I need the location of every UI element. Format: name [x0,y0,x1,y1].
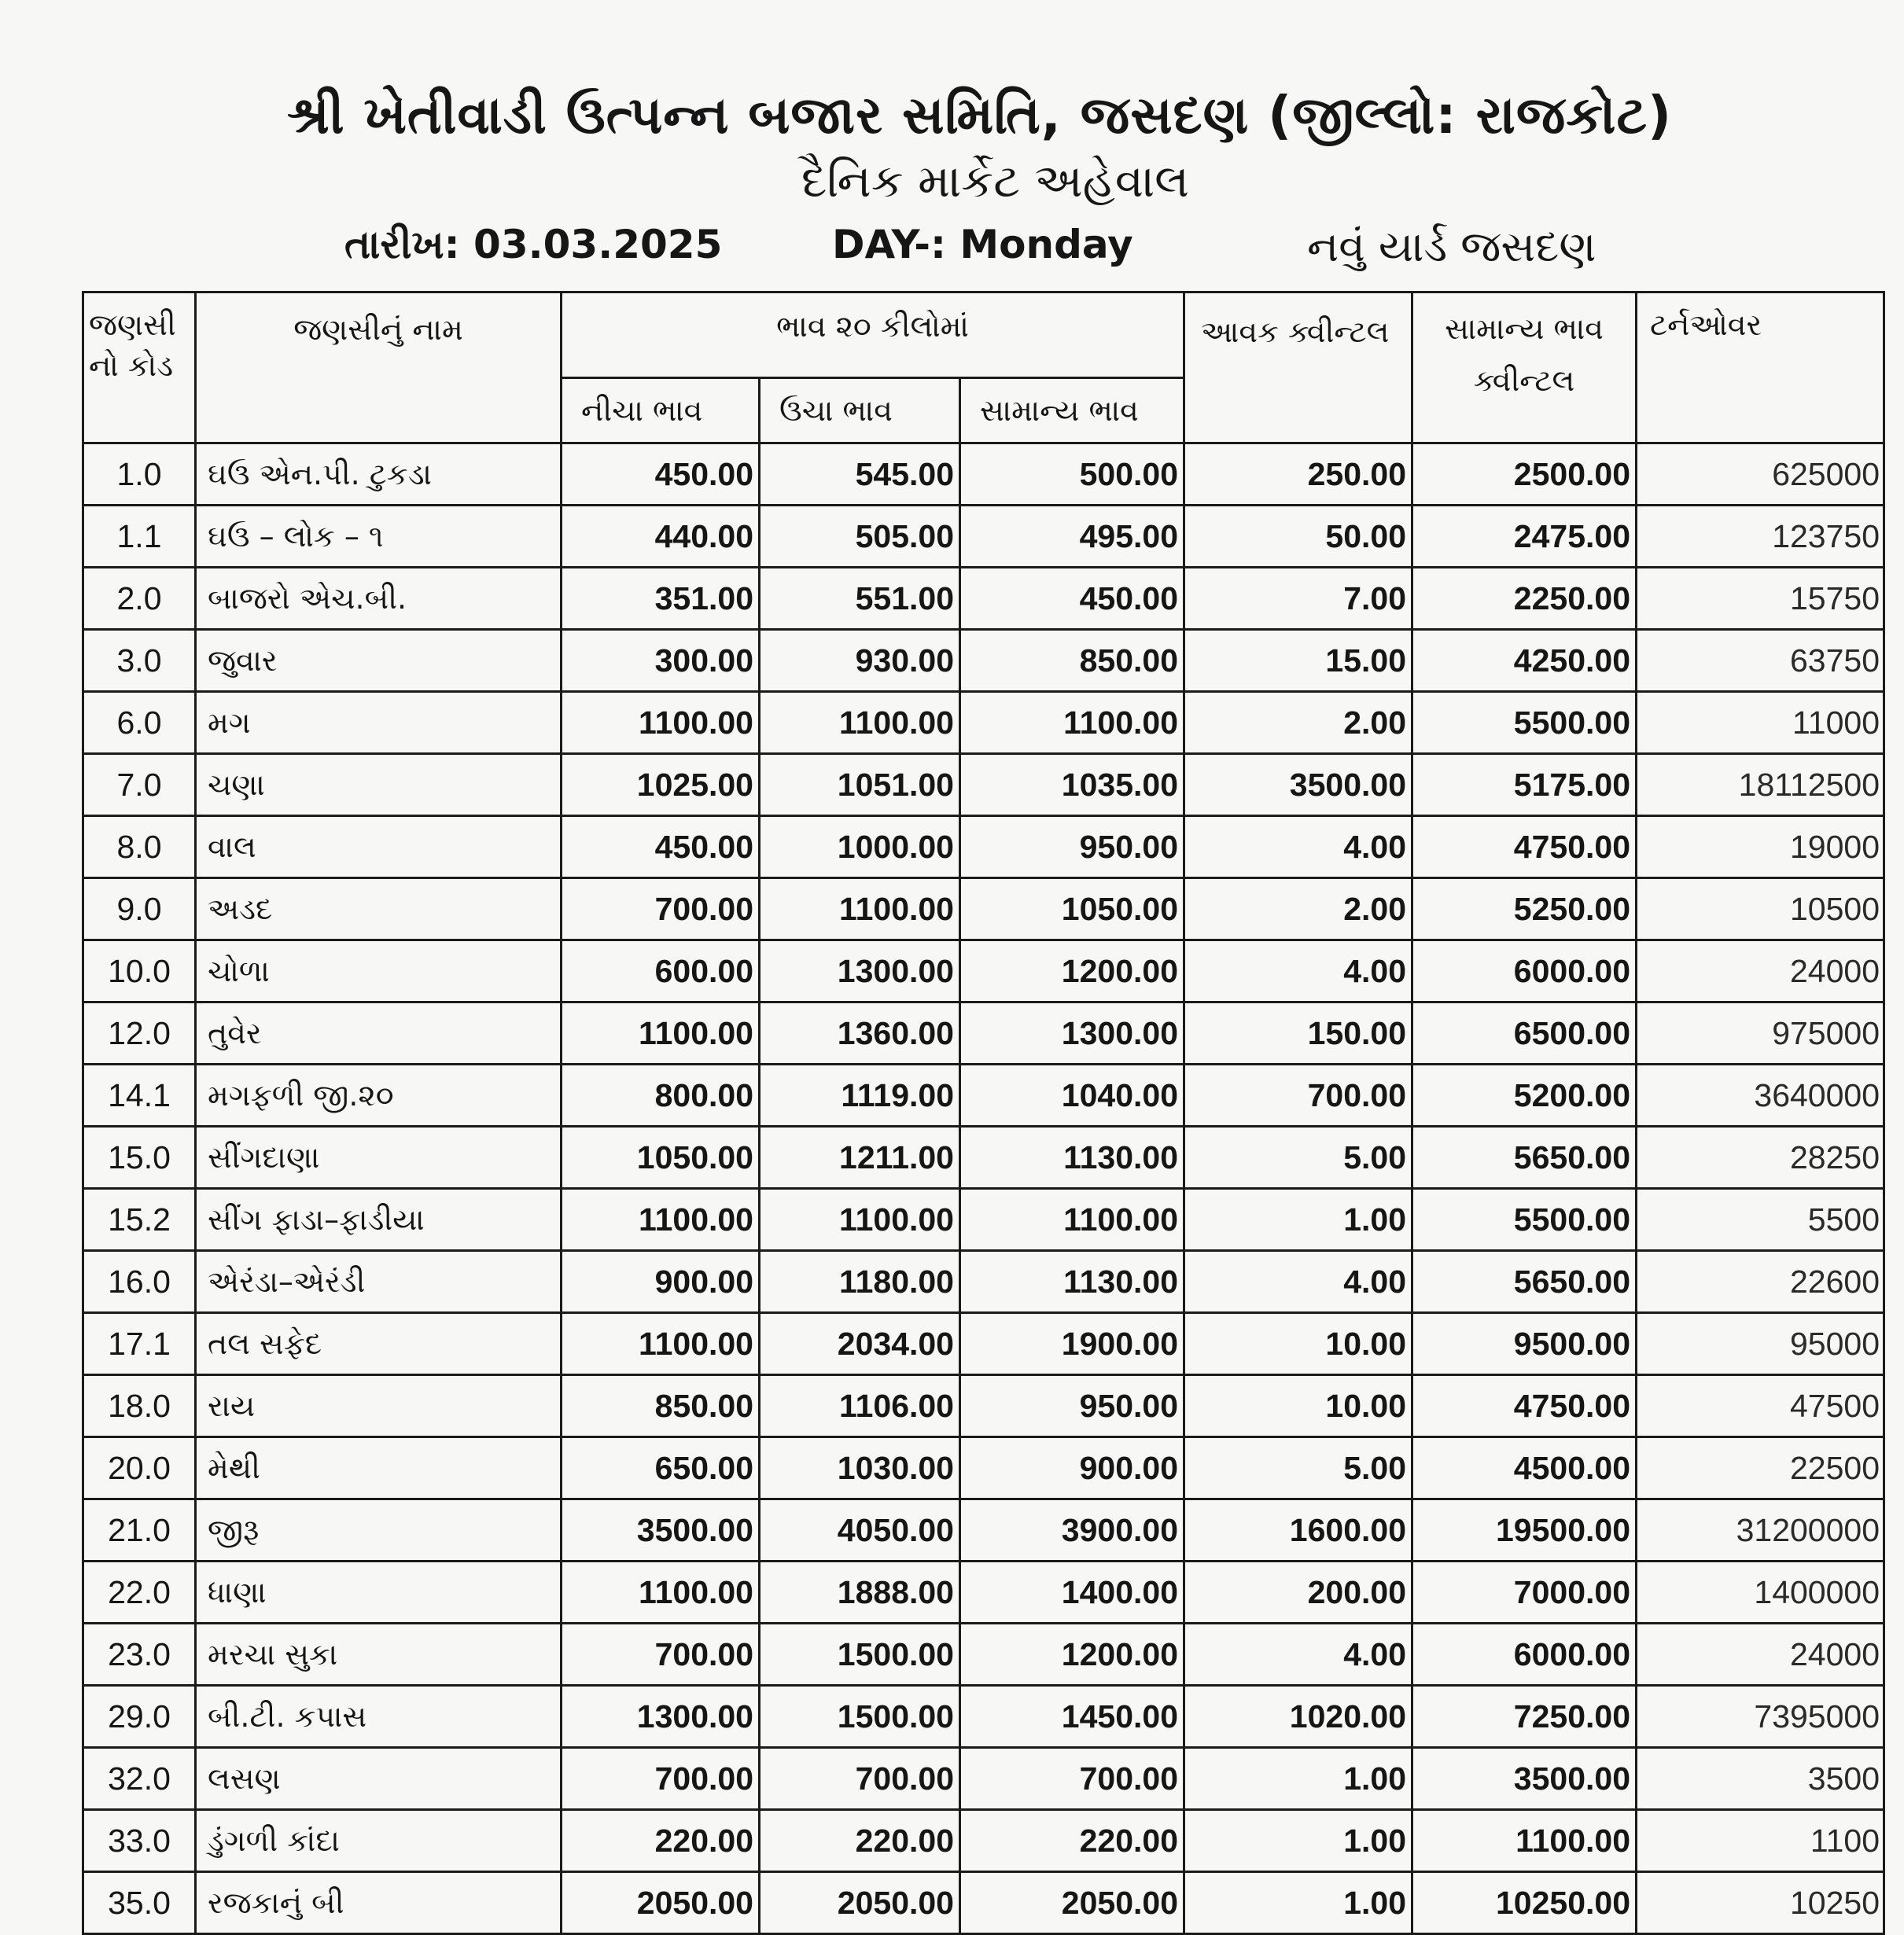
cell-modal-price: 450.00 [960,568,1184,630]
cell-high-price: 1106.00 [760,1375,960,1437]
cell-code: 10.0 [83,940,196,1002]
table-row [83,1313,1884,1375]
cell-high-price: 4050.00 [760,1499,960,1562]
cell-arrival: 250.00 [1184,443,1412,506]
table-row [83,1127,1884,1189]
cell-code: 8.0 [83,816,196,878]
cell-turnover: 1400000 [1637,1562,1884,1624]
table-row [83,1872,1884,1934]
cell-low-price: 650.00 [562,1437,760,1499]
cell-low-price: 450.00 [562,816,760,878]
cell-name: ઘઉ એન.પી. ટુકડા [196,443,562,506]
table-row [83,443,1884,506]
cell-arrival: 2.00 [1184,878,1412,940]
cell-code: 22.0 [83,1562,196,1624]
cell-code: 33.0 [83,1810,196,1872]
cell-high-price: 1000.00 [760,816,960,878]
cell-arrival: 1600.00 [1184,1499,1412,1562]
cell-modal-price-quintal: 2475.00 [1412,506,1637,568]
cell-modal-price-quintal: 5650.00 [1412,1127,1637,1189]
cell-high-price: 1360.00 [760,1002,960,1065]
cell-modal-price-quintal: 4750.00 [1412,816,1637,878]
header-price-per-20kg: ભાવ ૨૦ કીલોમાં [562,292,1184,378]
cell-modal-price-quintal: 5500.00 [1412,692,1637,754]
cell-low-price: 850.00 [562,1375,760,1437]
cell-turnover: 11000 [1637,692,1884,754]
table-row [83,940,1884,1002]
cell-modal-price-quintal: 7000.00 [1412,1562,1637,1624]
cell-modal-price: 1130.00 [960,1127,1184,1189]
cell-code: 15.0 [83,1127,196,1189]
cell-turnover: 47500 [1637,1375,1884,1437]
cell-modal-price: 900.00 [960,1437,1184,1499]
cell-modal-price: 850.00 [960,630,1184,692]
cell-code: 16.0 [83,1251,196,1313]
cell-name: મગફળી જી.૨૦ [196,1065,562,1127]
table-row [83,816,1884,878]
cell-turnover: 3500 [1637,1748,1884,1810]
report-day: DAY-: Monday [832,222,1133,267]
table-row [83,1065,1884,1127]
cell-turnover: 15750 [1637,568,1884,630]
cell-turnover: 24000 [1637,1624,1884,1686]
cell-modal-price: 1400.00 [960,1562,1184,1624]
cell-turnover: 1100 [1637,1810,1884,1872]
cell-high-price: 1030.00 [760,1437,960,1499]
cell-code: 1.0 [83,443,196,506]
cell-modal-price-quintal: 4250.00 [1412,630,1637,692]
cell-arrival: 150.00 [1184,1002,1412,1065]
cell-high-price: 220.00 [760,1810,960,1872]
cell-name: સીંગ ફાડા–ફાડીયા [196,1189,562,1251]
cell-arrival: 4.00 [1184,940,1412,1002]
header-commodity-name: જણસીનું નામ [196,292,562,443]
cell-high-price: 1051.00 [760,754,960,816]
cell-turnover: 10250 [1637,1872,1884,1934]
cell-code: 3.0 [83,630,196,692]
cell-turnover: 22500 [1637,1437,1884,1499]
cell-high-price: 1888.00 [760,1562,960,1624]
cell-low-price: 700.00 [562,1748,760,1810]
cell-turnover: 5500 [1637,1189,1884,1251]
cell-high-price: 505.00 [760,506,960,568]
cell-code: 29.0 [83,1686,196,1748]
cell-modal-price: 1900.00 [960,1313,1184,1375]
cell-modal-price-quintal: 6500.00 [1412,1002,1637,1065]
cell-modal-price-quintal: 5175.00 [1412,754,1637,816]
cell-low-price: 1025.00 [562,754,760,816]
cell-turnover: 18112500 [1637,754,1884,816]
cell-modal-price-quintal: 7250.00 [1412,1686,1637,1748]
cell-low-price: 1100.00 [562,1313,760,1375]
cell-turnover: 22600 [1637,1251,1884,1313]
table-row [83,630,1884,692]
cell-turnover: 3640000 [1637,1065,1884,1127]
table-row [83,1251,1884,1313]
cell-modal-price: 950.00 [960,816,1184,878]
table-row [83,1748,1884,1810]
cell-low-price: 900.00 [562,1251,760,1313]
header-modal-price-quintal: સામાન્ય ભાવ ક્વીન્ટલ [1412,292,1637,443]
cell-high-price: 545.00 [760,443,960,506]
cell-name: રજકાનું બી [196,1872,562,1934]
cell-name: ધાણા [196,1562,562,1624]
table-body [83,443,1884,1934]
cell-low-price: 300.00 [562,630,760,692]
cell-low-price: 700.00 [562,878,760,940]
cell-modal-price: 1300.00 [960,1002,1184,1065]
cell-turnover: 63750 [1637,630,1884,692]
cell-modal-price-quintal: 2500.00 [1412,443,1637,506]
cell-code: 9.0 [83,878,196,940]
cell-name: મરચા સુકા [196,1624,562,1686]
cell-arrival: 2.00 [1184,692,1412,754]
cell-name: લસણ [196,1748,562,1810]
table-row [83,1810,1884,1872]
cell-modal-price: 700.00 [960,1748,1184,1810]
cell-code: 17.1 [83,1313,196,1375]
cell-arrival: 1020.00 [1184,1686,1412,1748]
cell-modal-price-quintal: 6000.00 [1412,940,1637,1002]
cell-arrival: 10.00 [1184,1375,1412,1437]
cell-arrival: 50.00 [1184,506,1412,568]
table-row [83,1189,1884,1251]
cell-code: 6.0 [83,692,196,754]
cell-arrival: 7.00 [1184,568,1412,630]
cell-low-price: 1100.00 [562,692,760,754]
table-row [83,692,1884,754]
cell-turnover: 28250 [1637,1127,1884,1189]
cell-arrival: 4.00 [1184,1251,1412,1313]
cell-low-price: 2050.00 [562,1872,760,1934]
cell-high-price: 1100.00 [760,878,960,940]
cell-modal-price: 1040.00 [960,1065,1184,1127]
table-row [83,1624,1884,1686]
cell-arrival: 3500.00 [1184,754,1412,816]
cell-turnover: 10500 [1637,878,1884,940]
cell-turnover: 123750 [1637,506,1884,568]
cell-name: ડુંગળી કાંદા [196,1810,562,1872]
report-subtitle: દૈનિક માર્કેટ અહેવાલ [801,154,1190,208]
cell-code: 18.0 [83,1375,196,1437]
cell-name: તલ સફેદ [196,1313,562,1375]
cell-turnover: 7395000 [1637,1686,1884,1748]
cell-modal-price: 1130.00 [960,1251,1184,1313]
cell-modal-price-quintal: 19500.00 [1412,1499,1637,1562]
cell-modal-price: 495.00 [960,506,1184,568]
cell-low-price: 351.00 [562,568,760,630]
cell-modal-price: 3900.00 [960,1499,1184,1562]
cell-low-price: 800.00 [562,1065,760,1127]
cell-code: 12.0 [83,1002,196,1065]
header-modal-price: સામાન્ય ભાવ [960,378,1184,443]
cell-low-price: 440.00 [562,506,760,568]
table-row [83,1002,1884,1065]
cell-high-price: 1100.00 [760,692,960,754]
cell-arrival: 700.00 [1184,1065,1412,1127]
cell-low-price: 450.00 [562,443,760,506]
cell-name: મગ [196,692,562,754]
header-arrival-quintal: આવક ક્વીન્ટલ [1184,292,1412,443]
cell-modal-price: 1035.00 [960,754,1184,816]
cell-low-price: 220.00 [562,1810,760,1872]
cell-high-price: 1500.00 [760,1624,960,1686]
cell-modal-price: 2050.00 [960,1872,1184,1934]
cell-code: 7.0 [83,754,196,816]
cell-high-price: 1100.00 [760,1189,960,1251]
cell-modal-price: 950.00 [960,1375,1184,1437]
cell-turnover: 95000 [1637,1313,1884,1375]
cell-modal-price: 1050.00 [960,878,1184,940]
cell-code: 15.2 [83,1189,196,1251]
table-row [83,1437,1884,1499]
cell-low-price: 1300.00 [562,1686,760,1748]
cell-arrival: 1.00 [1184,1872,1412,1934]
cell-low-price: 1100.00 [562,1189,760,1251]
cell-name: ઘઉ – લોક – ૧ [196,506,562,568]
table-row [83,878,1884,940]
header-turnover: ટર્નઓવર [1637,292,1884,443]
table-row [83,1499,1884,1562]
cell-high-price: 1119.00 [760,1065,960,1127]
cell-low-price: 1100.00 [562,1562,760,1624]
cell-low-price: 700.00 [562,1624,760,1686]
cell-turnover: 31200000 [1637,1499,1884,1562]
cell-arrival: 1.00 [1184,1748,1412,1810]
cell-arrival: 10.00 [1184,1313,1412,1375]
cell-turnover: 625000 [1637,443,1884,506]
cell-high-price: 930.00 [760,630,960,692]
table-row [83,1686,1884,1748]
market-price-table [82,291,1885,1935]
cell-code: 14.1 [83,1065,196,1127]
cell-name: ચણા [196,754,562,816]
cell-turnover: 975000 [1637,1002,1884,1065]
cell-modal-price: 1100.00 [960,692,1184,754]
table-row [83,568,1884,630]
cell-modal-price-quintal: 5250.00 [1412,878,1637,940]
cell-high-price: 551.00 [760,568,960,630]
header-low-price: નીચા ભાવ [562,378,760,443]
cell-high-price: 700.00 [760,1748,960,1810]
cell-modal-price-quintal: 10250.00 [1412,1872,1637,1934]
cell-modal-price: 1450.00 [960,1686,1184,1748]
cell-modal-price: 1200.00 [960,940,1184,1002]
cell-modal-price-quintal: 3500.00 [1412,1748,1637,1810]
cell-modal-price-quintal: 5500.00 [1412,1189,1637,1251]
cell-arrival: 4.00 [1184,816,1412,878]
cell-code: 1.1 [83,506,196,568]
cell-name: ચોળા [196,940,562,1002]
cell-low-price: 600.00 [562,940,760,1002]
cell-code: 32.0 [83,1748,196,1810]
table-row [83,506,1884,568]
cell-name: બાજરો એચ.બી. [196,568,562,630]
cell-name: રાય [196,1375,562,1437]
table-row [83,1375,1884,1437]
cell-high-price: 1300.00 [760,940,960,1002]
cell-name: અડદ [196,878,562,940]
cell-name: એરંડા–એરંડી [196,1251,562,1313]
table-row [83,1562,1884,1624]
cell-low-price: 1100.00 [562,1002,760,1065]
cell-turnover: 24000 [1637,940,1884,1002]
cell-name: સીંગદાણા [196,1127,562,1189]
yard-name: નવું યાર્ડ જસદણ [1307,222,1596,271]
cell-code: 2.0 [83,568,196,630]
cell-modal-price: 220.00 [960,1810,1184,1872]
cell-modal-price-quintal: 4500.00 [1412,1437,1637,1499]
cell-arrival: 1.00 [1184,1810,1412,1872]
cell-modal-price-quintal: 5200.00 [1412,1065,1637,1127]
cell-arrival: 4.00 [1184,1624,1412,1686]
cell-name: વાલ [196,816,562,878]
cell-high-price: 2050.00 [760,1872,960,1934]
cell-name: જીરૂ [196,1499,562,1562]
cell-code: 23.0 [83,1624,196,1686]
cell-modal-price: 1100.00 [960,1189,1184,1251]
cell-high-price: 1500.00 [760,1686,960,1748]
cell-arrival: 1.00 [1184,1189,1412,1251]
cell-modal-price-quintal: 9500.00 [1412,1313,1637,1375]
cell-name: બી.ટી. કપાસ [196,1686,562,1748]
cell-modal-price-quintal: 5650.00 [1412,1251,1637,1313]
cell-modal-price-quintal: 1100.00 [1412,1810,1637,1872]
cell-code: 21.0 [83,1499,196,1562]
cell-high-price: 1211.00 [760,1127,960,1189]
cell-modal-price-quintal: 2250.00 [1412,568,1637,630]
cell-high-price: 1180.00 [760,1251,960,1313]
cell-modal-price: 1200.00 [960,1624,1184,1686]
header-commodity-code: જણસી નો કોડ [83,292,196,443]
cell-modal-price: 500.00 [960,443,1184,506]
cell-code: 20.0 [83,1437,196,1499]
cell-name: તુવેર [196,1002,562,1065]
cell-low-price: 3500.00 [562,1499,760,1562]
cell-low-price: 1050.00 [562,1127,760,1189]
header-high-price: ઉચા ભાવ [760,378,960,443]
cell-arrival: 5.00 [1184,1127,1412,1189]
cell-name: જુવાર [196,630,562,692]
cell-turnover: 19000 [1637,816,1884,878]
cell-name: મેથી [196,1437,562,1499]
cell-high-price: 2034.00 [760,1313,960,1375]
cell-arrival: 15.00 [1184,630,1412,692]
cell-modal-price-quintal: 4750.00 [1412,1375,1637,1437]
report-title: શ્રી ખેતીવાડી ઉત્પન્ન બજાર સમિતિ, જસદણ (જીલ્લો: રાજકોટ) [286,85,1673,145]
table-row [83,754,1884,816]
cell-code: 35.0 [83,1872,196,1934]
report-date: તારીખ: 03.03.2025 [344,222,723,267]
cell-arrival: 5.00 [1184,1437,1412,1499]
cell-arrival: 200.00 [1184,1562,1412,1624]
cell-modal-price-quintal: 6000.00 [1412,1624,1637,1686]
